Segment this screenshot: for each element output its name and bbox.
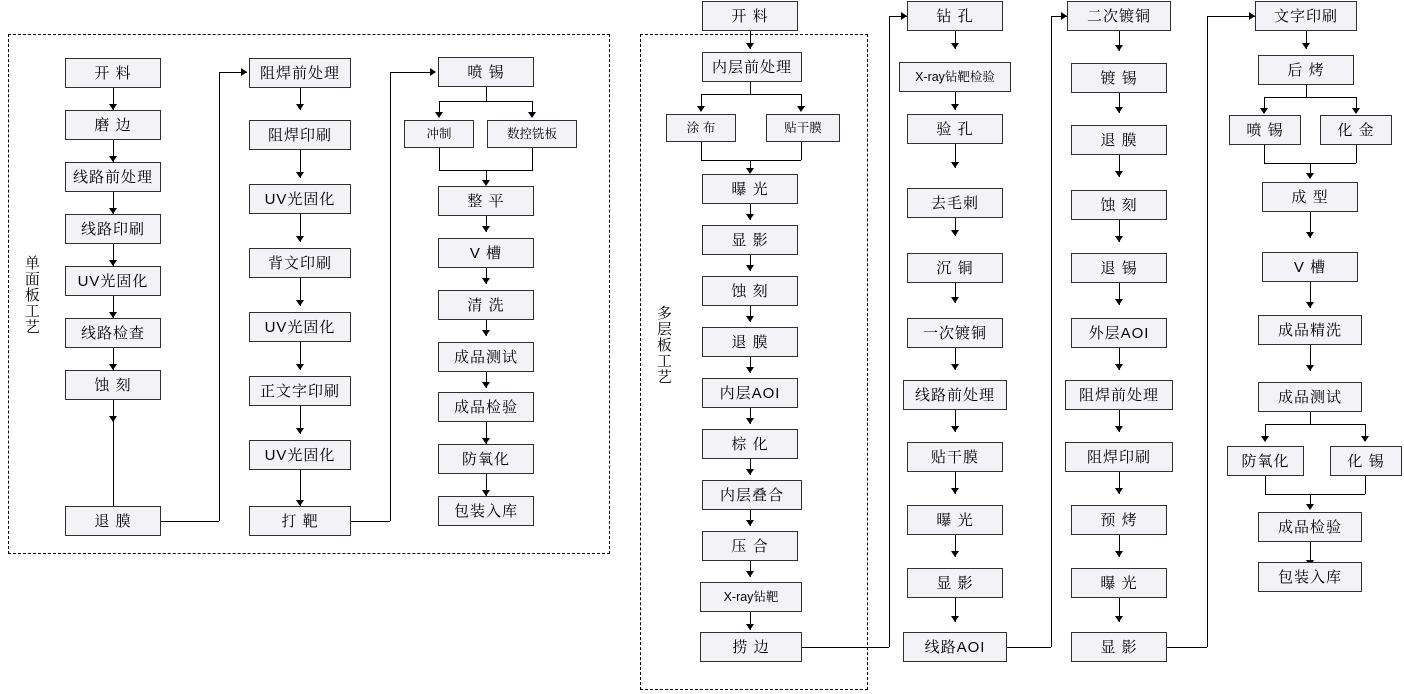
arrow-m3-2-3 (1115, 171, 1123, 177)
node-multi-4-8[interactable]: 防氧化 (1227, 446, 1304, 476)
node-multi-3-10[interactable]: 显 影 (1071, 632, 1167, 662)
node-multi-4-11[interactable]: 包装入库 (1258, 562, 1362, 592)
edge-s1-6-7-long (113, 422, 114, 506)
edge-m4-7-split-h (1265, 424, 1365, 425)
arrow-m4-6-7 (1306, 365, 1314, 371)
arrow-s3-3-4 (482, 226, 490, 232)
edge-m1-to-m2-h (802, 647, 889, 648)
node-multi-3-8[interactable]: 预 烤 (1071, 505, 1167, 535)
node-multi-3-4[interactable]: 退 锡 (1071, 253, 1167, 283)
node-single-3-4[interactable]: V 槽 (438, 238, 534, 268)
node-single-2-2[interactable]: UV光固化 (249, 184, 351, 214)
node-single-1-1[interactable]: 磨 边 (65, 110, 161, 140)
edge-m1-2-merge (701, 142, 702, 160)
edge-s3-2-merge (532, 148, 533, 170)
arrow-m3-1-2 (1115, 107, 1123, 113)
arrow-s3-5-6 (482, 330, 490, 336)
arrow-m1-1-left (697, 106, 705, 112)
arrow-m4-7-right (1361, 436, 1369, 442)
arrow-m2-1-2 (951, 104, 959, 110)
node-multi-3-7[interactable]: 阻焊印刷 (1065, 442, 1173, 472)
node-multi-2-4[interactable]: 沉 铜 (907, 253, 1003, 283)
node-multi-4-7[interactable]: 成品测试 (1258, 382, 1362, 412)
node-multi-1-0[interactable]: 开 料 (702, 1, 798, 31)
arrow-m1-7-8 (746, 367, 754, 373)
node-multi-2-0[interactable]: 钻 孔 (907, 1, 1003, 31)
node-single-3-2[interactable]: 数控铣板 (487, 120, 577, 148)
arrow-s2-1-2 (296, 172, 304, 178)
arrow-m4-merge2 (1306, 504, 1314, 510)
node-multi-2-2[interactable]: 验 孔 (907, 114, 1003, 144)
node-multi-3-5[interactable]: 外层AOI (1071, 318, 1167, 348)
arrow-m1-5-6 (746, 265, 754, 271)
edge-m1-1-split-h (701, 94, 801, 95)
arrow-m4-5-6 (1306, 302, 1314, 308)
arrow-m3-7-8 (1115, 488, 1123, 494)
node-multi-2-6[interactable]: 线路前处理 (903, 380, 1007, 410)
edge-s1-to-s2-h (161, 521, 219, 522)
node-multi-1-2[interactable]: 涂 布 (666, 114, 736, 142)
edge-m4-8-merge (1265, 476, 1266, 494)
arrow-m1-4-5 (746, 214, 754, 220)
arrow-s3-6-7 (482, 382, 490, 388)
node-multi-2-7[interactable]: 贴干膜 (907, 442, 1003, 472)
edge-m4-1-split-h (1264, 97, 1356, 98)
node-single-2-3[interactable]: 背文印刷 (249, 248, 351, 278)
node-single-1-6[interactable]: 蚀 刻 (65, 370, 161, 400)
arrow-m2-4-5 (951, 297, 959, 303)
node-single-1-4[interactable]: UV光固化 (65, 266, 161, 296)
node-multi-1-3[interactable]: 贴干膜 (766, 114, 840, 142)
arrow-s2-2-3 (296, 236, 304, 242)
node-single-1-3[interactable]: 线路印刷 (65, 214, 161, 244)
edge-m4-merge2-h (1265, 494, 1365, 495)
edge-m3-to-m4-h2 (1207, 16, 1255, 17)
node-multi-3-0[interactable]: 二次镀铜 (1067, 1, 1171, 31)
arrow-m3-4-5 (1115, 299, 1123, 305)
arrow-m1-1-right (797, 106, 805, 112)
arrow-m4-1-left (1260, 108, 1268, 114)
node-single-2-5[interactable]: 正文字印刷 (249, 376, 351, 406)
arrow-s2-to-s3 (430, 68, 436, 76)
arrow-m2-0-1 (951, 43, 959, 49)
node-multi-3-1[interactable]: 镀 锡 (1071, 63, 1167, 93)
node-single-2-6[interactable]: UV光固化 (249, 440, 351, 470)
node-multi-1-12[interactable]: X-ray钻靶 (700, 582, 802, 612)
edge-s3-0-split-v (486, 87, 487, 101)
node-single-3-0[interactable]: 喷 锡 (438, 57, 534, 87)
arrow-s2-0-1 (296, 104, 304, 110)
edge-m1-to-m2-v (889, 16, 890, 647)
arrow-s2-5-6 (296, 428, 304, 434)
arrow-m3-5-6 (1115, 364, 1123, 370)
node-single-1-0[interactable]: 开 料 (65, 58, 161, 88)
node-single-2-7[interactable]: 打 靶 (249, 506, 351, 536)
edge-s2-to-s3-h (351, 521, 390, 522)
arrow-m2-8-9 (951, 551, 959, 557)
edge-m4-7-split-v (1310, 412, 1311, 424)
node-multi-1-9[interactable]: 棕 化 (702, 429, 798, 459)
node-multi-2-10[interactable]: 线路AOI (903, 632, 1007, 662)
node-multi-3-3[interactable]: 蚀 刻 (1071, 190, 1167, 220)
node-multi-3-9[interactable]: 曝 光 (1071, 568, 1167, 598)
node-multi-1-10[interactable]: 内层叠合 (702, 480, 802, 510)
edge-s1-to-s2-v (219, 72, 220, 521)
arrow-m1-10-11 (746, 520, 754, 526)
node-multi-1-4[interactable]: 曝 光 (702, 174, 798, 204)
arrow-m2-7-8 (951, 488, 959, 494)
node-single-1-2[interactable]: 线路前处理 (65, 162, 161, 192)
node-single-1-7[interactable]: 退 膜 (65, 506, 161, 536)
group-label-multi: 多层板工艺 (654, 305, 672, 385)
node-multi-4-4[interactable]: 成 型 (1262, 182, 1358, 212)
node-multi-2-1[interactable]: X-ray钻靶检验 (899, 62, 1011, 92)
edge-s2-to-s3-v (390, 72, 391, 521)
edge-s3-0-split-h (439, 101, 533, 102)
node-single-3-1[interactable]: 冲制 (404, 120, 474, 148)
node-multi-1-7[interactable]: 退 膜 (702, 327, 798, 357)
node-single-3-5[interactable]: 清 洗 (438, 290, 534, 320)
node-single-3-9[interactable]: 包装入库 (438, 496, 534, 526)
arrow-s3-4-5 (482, 278, 490, 284)
arrow-m1-9-10 (746, 469, 754, 475)
arrow-m3-6-7 (1115, 426, 1123, 432)
edge-m1-merge-h (701, 160, 801, 161)
edge-m4-3-merge (1356, 145, 1357, 163)
arrow-m2-2-3 (951, 162, 959, 168)
node-multi-2-9[interactable]: 显 影 (907, 568, 1003, 598)
arrow-m4-7-left (1261, 436, 1269, 442)
node-multi-4-9[interactable]: 化 锡 (1330, 446, 1402, 476)
group-label-single: 单面板工艺 (22, 255, 40, 335)
edge-m4-1-split-v (1306, 85, 1307, 97)
arrow-m4-4-5 (1306, 232, 1314, 238)
node-single-1-5[interactable]: 线路检查 (65, 318, 161, 348)
node-multi-1-5[interactable]: 显 影 (702, 225, 798, 255)
node-multi-4-5[interactable]: V 槽 (1262, 252, 1358, 282)
arrow-m1-6-7 (746, 316, 754, 322)
arrow-m2-9-10 (951, 616, 959, 622)
node-multi-4-10[interactable]: 成品检验 (1258, 512, 1362, 542)
node-multi-4-0[interactable]: 文字印刷 (1255, 1, 1357, 31)
node-single-2-0[interactable]: 阻焊前处理 (249, 58, 351, 88)
arrow-s3-0-right (528, 112, 536, 118)
node-multi-1-6[interactable]: 蚀 刻 (702, 276, 798, 306)
node-single-2-4[interactable]: UV光固化 (249, 312, 351, 342)
arrow-m1-8-9 (746, 418, 754, 424)
edge-s2-to-s3-h2 (390, 72, 434, 73)
node-multi-4-3[interactable]: 化 金 (1320, 115, 1392, 145)
arrow-s2-3-4 (296, 300, 304, 306)
arrow-s1-to-s2 (241, 68, 247, 76)
node-multi-3-6[interactable]: 阻焊前处理 (1065, 380, 1173, 410)
node-multi-2-3[interactable]: 去毛刺 (907, 188, 1003, 218)
arrow-s2-4-5 (296, 364, 304, 370)
node-multi-3-2[interactable]: 退 膜 (1071, 125, 1167, 155)
edge-s3-1-merge (439, 148, 440, 170)
arrow-m3-3-4 (1115, 236, 1123, 242)
node-multi-4-1[interactable]: 后 烤 (1258, 55, 1354, 85)
edge-m1-1-split-v (750, 82, 751, 94)
arrow-m1-12-13 (746, 624, 754, 630)
edge-m2-to-m3-h (1007, 647, 1051, 648)
arrow-m3-8-9 (1115, 551, 1123, 557)
arrow-m1-11-12 (746, 571, 754, 577)
node-multi-2-8[interactable]: 曝 光 (907, 505, 1003, 535)
arrow-m2-6-7 (951, 426, 959, 432)
edge-m2-to-m3-v (1051, 16, 1052, 647)
node-multi-1-1[interactable]: 内层前处理 (702, 52, 802, 82)
arrow-m2-5-6 (951, 364, 959, 370)
node-multi-4-6[interactable]: 成品精洗 (1258, 315, 1362, 345)
edge-m1-3-merge (801, 142, 802, 160)
node-multi-4-2[interactable]: 喷 锡 (1229, 115, 1301, 145)
node-multi-1-11[interactable]: 压 合 (702, 531, 798, 561)
node-single-2-1[interactable]: 阻焊印刷 (249, 120, 351, 150)
node-multi-2-5[interactable]: 一次镀铜 (907, 318, 1003, 348)
arrow-s3-0-left (435, 112, 443, 118)
arrow-m1-0-1 (746, 43, 754, 49)
arrow-m2-3-4 (951, 230, 959, 236)
node-single-3-8[interactable]: 防氧化 (438, 444, 534, 474)
arrow-m4-merge (1306, 173, 1314, 179)
arrow-m3-9-10 (1115, 616, 1123, 622)
node-multi-1-13[interactable]: 捞 边 (700, 632, 802, 662)
edge-m4-2-merge (1264, 145, 1265, 163)
arrow-m4-1-right (1352, 108, 1360, 114)
node-single-3-7[interactable]: 成品检验 (438, 392, 534, 422)
edge-m3-to-m4-h (1167, 647, 1207, 648)
edge-m4-9-merge (1365, 476, 1366, 494)
edge-m3-to-m4-v (1207, 16, 1208, 647)
node-single-3-3[interactable]: 整 平 (438, 186, 534, 216)
node-single-3-6[interactable]: 成品测试 (438, 342, 534, 372)
arrow-m3-0-1 (1115, 45, 1123, 51)
node-multi-1-8[interactable]: 内层AOI (702, 378, 798, 408)
arrow-m4-0-1 (1302, 43, 1310, 49)
